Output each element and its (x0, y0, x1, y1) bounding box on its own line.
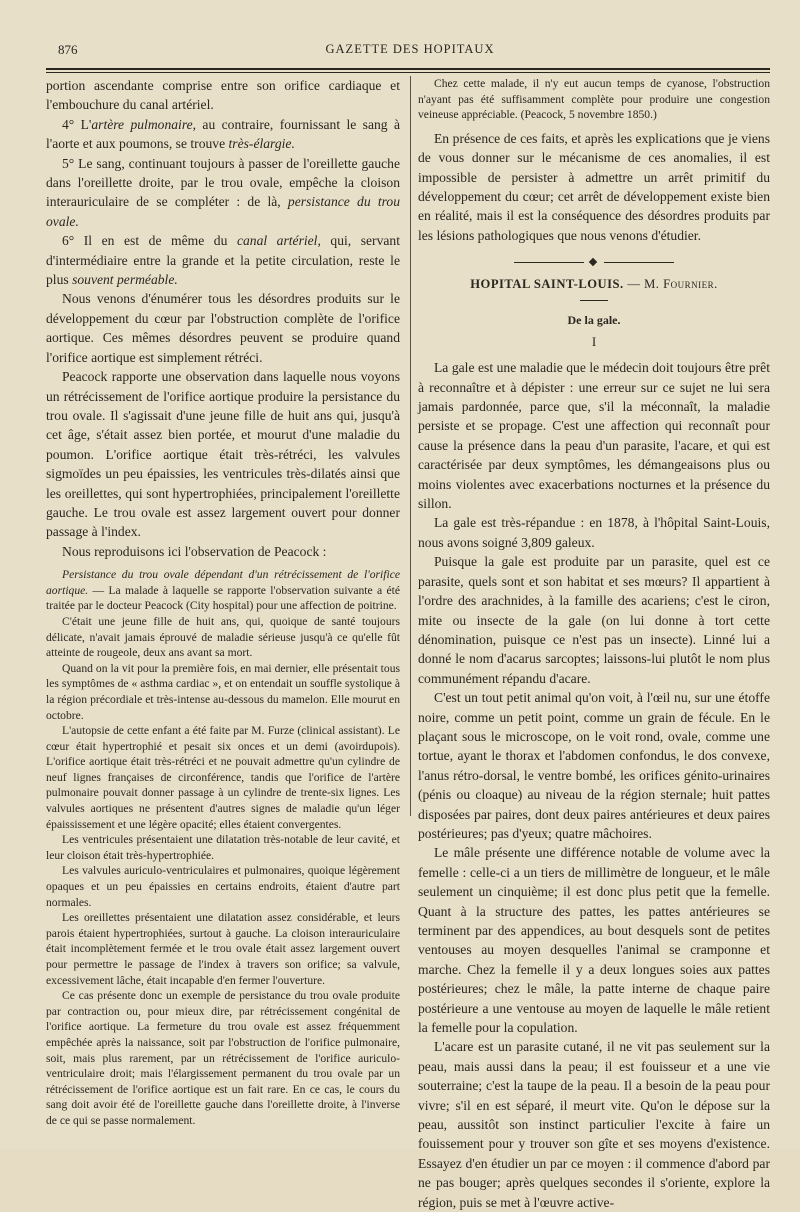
paragraph-small: Les oreillettes présentaient une dilatation assez considérable, et leurs parois étaient hypertrophiées, surtout à gauche. La cloison interauriculaire était incomplètement fermée et le trou ovale était assez largement ouvert pour permettre le passage de l'index à travers son orifice; sa valvule, excessivement lâche, était incapable d'en fermer l'ouverture. (46, 911, 400, 987)
separator-line (604, 262, 674, 263)
section-separator (514, 259, 674, 267)
paragraph: L'acare est un parasite cutané, il ne vit pas seulement sur la peau, mais aussi dans la peau; il est fouisseur et a une vie souterraine; c'est la taupe de la peau. Il a besoin de la peau pour vivre; s'il en est séparé, il meurt vite. Qu'on le dépose sur la peau, aussitôt son instinct particulier l'excite à faire un fouissement pour y trouver son gîte et ses moyens d'existence. Essayez d'en étudier un par ce moyen : il commence d'abord par ne pas bouger; après quelques secondes il s'oriente, explore la région, puis se met à l'œuvre active- (418, 1039, 770, 1210)
paragraph-small: Les valvules auriculo-ventriculaires et pulmonaires, quoique légèrement opaques et un peu épaissies en certains endroits, étaient d'autre part normales. (46, 864, 400, 909)
header-rule (46, 68, 770, 70)
paragraph-small: Quand on la vit pour la première fois, en mai dernier, elle présentait tous les symptômes de « asthma cardiac », et on entendait un souffle systolique à la région précordiale et très-intense au-dessous du mamelon. Elle mourut en octobre. (46, 661, 400, 722)
paragraph: 5° Le sang, continuant toujours à passer de l'oreillette gauche dans l'oreillette droite, par le trou ovale, empêche la cloison interauriculaire de se compléter : de là, persistance du trou ovale. (46, 155, 400, 229)
journal-title: GAZETTE DES HOPITAUX (325, 42, 495, 56)
separator-line (514, 262, 584, 263)
header-rule-thin (46, 72, 770, 73)
paragraph-small: C'était une jeune fille de huit ans, qui, quoique de santé toujours délicate, n'avait jamais éprouvé de maladie sérieuse jusqu'à ce qu'elle fût atteinte de rougeole, deux ans avant sa mort. (46, 614, 400, 660)
article-subtitle: De la gale. (567, 313, 621, 328)
left-column (46, 76, 400, 1129)
page-header (50, 38, 770, 60)
paragraph: 6° Il en est de même du canal artériel, qui, servant d'intermédiaire entre la grande et la petite circulation, reste le plus souvent perméable. (46, 233, 400, 288)
paragraph: Nous venons d'énumérer tous les désordres produits sur le développement du cœur par l'obstruction complète de l'orifice aortique. Ces mêmes désordres peuvent se produire quand l'orifice aortique est simplement rétréci. (46, 291, 400, 365)
paragraph-small: Chez cette malade, il n'y eut aucun temps de cyanose, l'obstruction n'ayant pas été suffisamment complète pour produire une congestion veineuse appréciable. (Peacock, 5 novembre 1850.) (418, 77, 770, 122)
paragraph: Le mâle présente une différence notable de volume avec la femelle : celle-ci a un tiers de millimètre de longueur, et le mâle seulement un cinquième; il est donc plus petit que la femelle. Quant à la structure des pattes, les pattes antérieures se terminent par des appendices, au bout desquels sont de petites ventouses au moyen desquelles l'animal se cramponne et marche. Chez la femelle il y a deux longues soies aux pattes postérieures; chez le mâle, la patte interne de chaque paire postérieure a une ventouse au moyen de laquelle le mâle retient la femelle pour la copulation. (418, 845, 770, 1036)
case-report-title: Persistance du trou ovale dépendant d'un rétrécissement de l'orifice aortique. — La malade à laquelle se rapporte l'observation suivante a été traitée par le docteur Peacock (City hospital) pour une affection de poitrine. (46, 568, 400, 613)
paragraph: La gale est très-répandue : en 1878, à l'hôpital Saint-Louis, nous avons soigné 3,809 galeux. (418, 515, 770, 550)
page-number: 876 (58, 42, 78, 57)
right-column (418, 76, 770, 1212)
paragraph: Puisque la gale est produite par un parasite, quel est ce parasite, quels sont et son habitat et ses mœurs? Il appartient à l'ordre des arachnides, à la famille des acariens; c'est le ciron, mite ou insecte de la gale (on lui donne à tort cette dénomination, puisque ce n'est pas un insecte). Linné lui a donné le nom d'acarus sarcoptes; laissons-lui plutôt le nom plus communément répandu d'acare. (418, 554, 770, 686)
short-rule (580, 300, 608, 301)
paragraph: C'est un tout petit animal qu'on voit, à l'œil nu, sur une étoffe noire, comme un petit point, comme un grain de fécule. En le plaçant sous le microscope, on le voit rond, ovale, comme une tortue, ayant le thorax et l'abdomen confondus, le dos convexe, l'anus rétro-dorsal, le ventre bombé, les orifices génito-urinaires (pénis ou cloaque) au niveau de la région sternale; huit pattes disposées par paires, dont deux paires antérieures et deux paires postérieures; pas d'yeux; quatre mâchoires. (418, 690, 770, 841)
paragraph: portion ascendante comprise entre son orifice cardiaque et l'embouchure du canal artériel. (46, 78, 400, 113)
paragraph: Peacock rapporte une observation dans laquelle nous voyons un rétrécissement de l'orifice aortique produire la persistance du trou ovale. Il s'agissait d'une jeune fille de huit ans qui, jusqu'à cet âge, s'était assez bien portée, et mourut d'une maladie du poumon. L'orifice aortique était très-rétréci, les valvules sigmoïdes un peu épaissies, les ventricules très-dilatés ainsi que les oreillettes, qui sont hypertrophiées, principalement l'oreillette gauche. Le trou ovale est assez largement ouvert pour donner passage à l'index. (46, 369, 400, 540)
paragraph: La gale est une maladie que le médecin doit toujours être prêt à reconnaître et à dépister : une erreur sur ce sujet ne lui sera jamais pardonnée, parce que, s'il la méconnaît, la maladie persiste et se propage. C'est une affection qui reconnaît pour cause la présence dans la peau d'un parasite, l'acare, et qui est caractérisée par deux symptômes, les démangeaisons plus ou moins violentes avec exacerbations nocturnes et la présence du sillon. (418, 360, 770, 512)
paragraph: 4° L'artère pulmonaire, au contraire, fournissant le sang à l'aorte et aux poumons, se trouve très-élargie. (46, 116, 401, 152)
column-divider (410, 76, 411, 816)
section-title: HOPITAL SAINT-LOUIS. — M. Fournier. (470, 277, 718, 292)
paragraph-small: L'autopsie de cette enfant a été faite par M. Furze (clinical assistant). Le cœur était hypertrophié et pesait six onces et un demi (avoirdupois). L'orifice aortique était très-rétréci et ne pouvait admettre qu'un cylindre de neuf lignes françaises de circonférence, tandis que l'orifice de l'artère pulmonaire pouvait donner passage à un cylindre de trente-six lignes. Les valvules aortiques ne présentent d'autres signes de maladie qu'un léger épaississement et une légère opacité; elles étaient convergentes. (46, 724, 400, 831)
paragraph-small: Ce cas présente donc un exemple de persistance du trou ovale produite par contraction ou, pour mieux dire, par rétrécissement congénital de l'orifice aortique. La fermeture du trou ovale est assez fréquemment empêchée après la naissance, soit par l'obstruction de l'orifice pulmonaire, soit, mais plus rarement, par un rétrécissement de l'orifice auriculo-ventriculaire droit; mais l'élargissement permanent du trou ovale par un rétrécissement de l'orifice aortique est un fait rare. En ce cas, le cours du sang doit avoir été de l'oreillette gauche dans l'oreillette droite, à l'inverse de ce qui se passe normalement. (46, 989, 400, 1127)
separator-diamond-icon (589, 258, 597, 266)
paragraph: Nous reproduisons ici l'observation de Peacock : (62, 543, 327, 559)
section-number: I (591, 334, 597, 350)
paragraph-small: Les ventricules présentaient une dilatation très-notable de leur cavité, et leur cloison était très-hypertrophiée. (46, 833, 400, 862)
paragraph: En présence de ces faits, et après les explications que je viens de vous donner sur le mécanisme de ces anomalies, il est impossible de persister à admettre un arrêt primitif du développement du cœur; cet arrêt de développement existe bien en réalité, mais il est la conséquence des désordres produits par les lésions pathologiques que nous venons d'étudier. (418, 130, 770, 243)
